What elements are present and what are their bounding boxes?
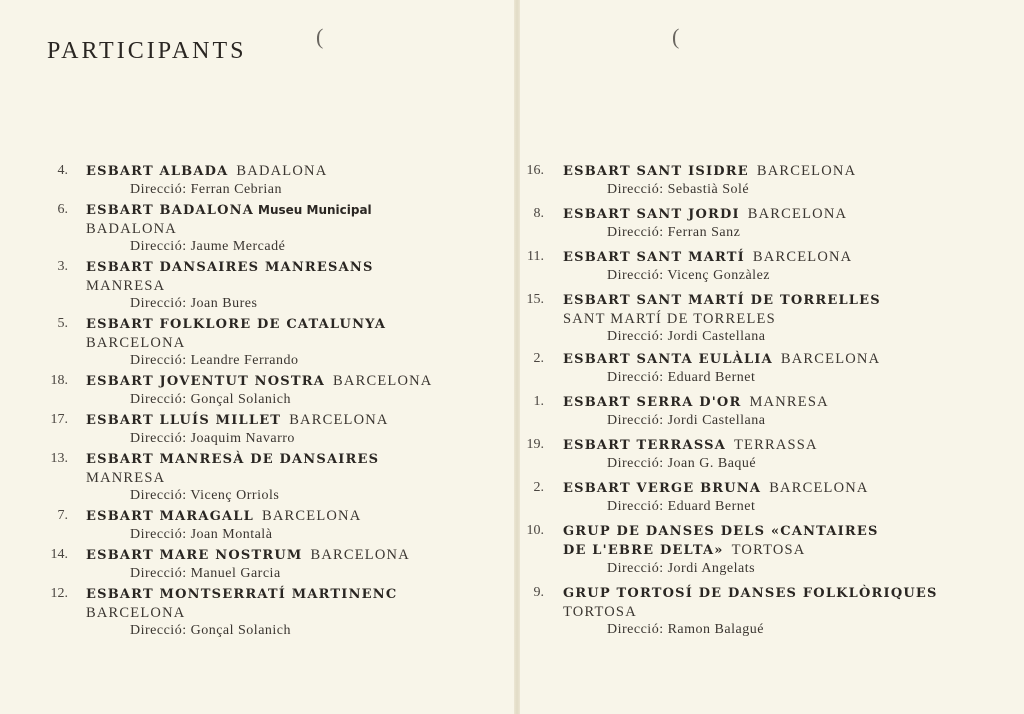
director-name: Joan Bures bbox=[190, 296, 258, 311]
director-label: Direcció bbox=[130, 392, 183, 407]
group-name-line bbox=[86, 258, 510, 277]
group-name-line bbox=[86, 507, 510, 526]
group-name: ESBART FOLKLORE DE CATALUNYA bbox=[86, 317, 387, 332]
group-city: BARCELONA bbox=[747, 206, 848, 222]
group-name: ESBART LLUÍS MILLET bbox=[86, 413, 282, 428]
director-label: Direcció bbox=[130, 296, 183, 311]
entry-body bbox=[86, 411, 510, 448]
entry-body bbox=[86, 507, 510, 544]
group-city: BARCELONA bbox=[333, 373, 433, 389]
group-location: BARCELONA bbox=[86, 605, 186, 621]
director-line: Direcció: Manuel Garcia bbox=[130, 566, 281, 581]
director-line: Direcció: Eduard Bernet bbox=[607, 370, 756, 385]
director-line: Direcció: Ferran Cebrian bbox=[130, 182, 282, 197]
director-name: Ferran Cebrian bbox=[190, 182, 282, 197]
group-location: TORTOSA bbox=[563, 604, 637, 620]
group-city: BARCELONA bbox=[310, 547, 410, 563]
entry-number: 12. bbox=[50, 586, 68, 601]
binder-hole-mark-left: ( bbox=[316, 24, 324, 49]
group-city: MANRESA bbox=[749, 394, 829, 410]
director-line: Direcció: Gonçal Solanich bbox=[130, 392, 292, 407]
entry-number: 1. bbox=[533, 394, 544, 409]
director-name: Jordi Castellana bbox=[667, 413, 766, 428]
participant-entry bbox=[0, 258, 510, 313]
director-label: Direcció bbox=[130, 566, 183, 581]
group-city: BARCELONA bbox=[752, 249, 853, 265]
group-name: ESBART VERGE BRUNA bbox=[563, 481, 762, 496]
director-name: Ferran Sanz bbox=[667, 225, 741, 240]
director-name: Leandre Ferrando bbox=[190, 353, 299, 368]
entry-body bbox=[563, 479, 1024, 516]
participant-entry bbox=[518, 291, 1024, 346]
entry-body bbox=[86, 546, 510, 583]
director-label: Direcció bbox=[607, 456, 660, 471]
entry-number: 2. bbox=[533, 480, 544, 495]
director-line: Direcció: Eduard Bernet bbox=[607, 499, 756, 514]
page-title: PARTICIPANTS bbox=[47, 38, 247, 64]
entry-body bbox=[563, 248, 1024, 285]
group-name-continued: DE L'EBRE DELTA» bbox=[563, 543, 724, 558]
participant-entry bbox=[518, 436, 1024, 473]
director-line: Direcció: Joan Bures bbox=[130, 296, 258, 311]
director-line: Direcció: Vicenç Gonzàlez bbox=[607, 268, 770, 283]
group-name-line bbox=[86, 411, 510, 430]
group-name-line bbox=[563, 584, 1024, 603]
participant-entry bbox=[518, 479, 1024, 516]
participants-list-right bbox=[518, 162, 1024, 639]
participant-entry bbox=[518, 522, 1024, 578]
entry-number: 11. bbox=[527, 249, 544, 264]
group-city: BARCELONA bbox=[289, 412, 389, 428]
director-line: Direcció: Sebastià Solé bbox=[607, 182, 750, 197]
group-name: ESBART SANTA EULÀLIA bbox=[563, 352, 773, 367]
director-name: Eduard Bernet bbox=[667, 499, 756, 514]
participant-entry bbox=[0, 162, 510, 199]
group-city: BARCELONA bbox=[261, 508, 362, 524]
entry-number: 19. bbox=[526, 437, 544, 452]
director-line: Direcció: Ferran Sanz bbox=[607, 225, 741, 240]
group-city: BARCELONA bbox=[769, 480, 869, 496]
director-name: Gonçal Solanich bbox=[190, 623, 292, 638]
group-name: ESBART SANT JORDI bbox=[563, 207, 740, 222]
group-name-line bbox=[86, 315, 510, 334]
group-name: ESBART MARAGALL bbox=[86, 509, 254, 524]
group-location-line bbox=[563, 310, 1024, 328]
group-name: ESBART ALBADA bbox=[86, 164, 229, 179]
entry-number: 10. bbox=[526, 523, 544, 538]
group-location-line bbox=[86, 469, 510, 487]
group-location: BARCELONA bbox=[86, 335, 186, 351]
binder-hole-mark-right: ( bbox=[672, 24, 680, 49]
group-location-line bbox=[86, 334, 510, 352]
group-location-line bbox=[563, 603, 1024, 621]
participant-entry bbox=[518, 205, 1024, 242]
director-line: Direcció: Vicenç Orriols bbox=[130, 488, 280, 503]
entry-number: 8. bbox=[533, 206, 544, 221]
director-label: Direcció bbox=[130, 239, 183, 254]
entry-number: 9. bbox=[533, 585, 544, 600]
entry-body bbox=[563, 522, 1024, 578]
group-name-line bbox=[563, 162, 1024, 181]
entry-body bbox=[563, 393, 1024, 430]
group-location: MANRESA bbox=[86, 278, 166, 294]
group-name-line bbox=[86, 201, 510, 220]
group-city: BADALONA bbox=[236, 163, 328, 179]
director-label: Direcció bbox=[130, 353, 183, 368]
director-line: Direcció: Leandre Ferrando bbox=[130, 353, 299, 368]
group-name-line bbox=[86, 372, 510, 391]
entry-body bbox=[563, 162, 1024, 199]
director-name: Ramon Balagué bbox=[667, 622, 764, 637]
director-name: Jaume Mercadé bbox=[190, 239, 286, 254]
director-line: Direcció: Gonçal Solanich bbox=[130, 623, 292, 638]
group-name-line bbox=[563, 479, 1024, 498]
director-name: Manuel Garcia bbox=[190, 566, 281, 581]
entry-body bbox=[563, 205, 1024, 242]
group-name: GRUP DE DANSES DELS «CANTAIRES bbox=[563, 524, 879, 539]
director-label: Direcció bbox=[607, 329, 660, 344]
director-name: Vicenç Gonzàlez bbox=[667, 268, 770, 283]
group-location-line bbox=[86, 220, 510, 238]
entry-number: 2. bbox=[533, 351, 544, 366]
entry-number: 15. bbox=[526, 292, 544, 307]
director-label: Direcció bbox=[130, 623, 183, 638]
director-label: Direcció bbox=[607, 413, 660, 428]
entry-number: 18. bbox=[50, 373, 68, 388]
group-city: BARCELONA bbox=[780, 351, 881, 367]
participant-entry bbox=[518, 393, 1024, 430]
entry-body bbox=[563, 436, 1024, 473]
director-label: Direcció bbox=[607, 622, 660, 637]
participant-entry bbox=[0, 507, 510, 544]
group-name-line bbox=[86, 546, 510, 565]
entry-body bbox=[563, 350, 1024, 387]
director-name: Joaquim Navarro bbox=[190, 431, 295, 446]
group-name-line bbox=[563, 541, 1024, 560]
group-location-line bbox=[86, 277, 510, 295]
entry-body bbox=[86, 372, 510, 409]
director-line: Direcció: Jordi Castellana bbox=[607, 329, 766, 344]
group-name: ESBART MANRESÀ DE DANSAIRES bbox=[86, 452, 380, 467]
entry-number: 4. bbox=[57, 163, 68, 178]
director-name: Gonçal Solanich bbox=[190, 392, 292, 407]
group-name-line bbox=[86, 162, 510, 181]
entry-body bbox=[563, 584, 1024, 639]
participant-entry bbox=[0, 450, 510, 505]
participant-entry bbox=[0, 201, 510, 256]
participant-entry bbox=[0, 372, 510, 409]
group-name: ESBART TERRASSA bbox=[563, 438, 726, 453]
director-label: Direcció bbox=[130, 527, 183, 542]
director-label: Direcció bbox=[607, 182, 660, 197]
director-label: Direcció bbox=[607, 499, 660, 514]
director-name: Joan Montalà bbox=[190, 527, 273, 542]
entry-body bbox=[86, 258, 510, 313]
director-label: Direcció bbox=[130, 488, 183, 503]
group-name: ESBART SERRA D'OR bbox=[563, 395, 742, 410]
group-name-line bbox=[563, 205, 1024, 224]
group-location: BADALONA bbox=[86, 221, 177, 237]
group-subtitle: Museu Municipal bbox=[258, 203, 372, 217]
director-line: Direcció: Ramon Balagué bbox=[607, 622, 764, 637]
director-label: Direcció bbox=[607, 268, 660, 283]
director-label: Direcció bbox=[130, 182, 183, 197]
group-name-line bbox=[563, 248, 1024, 267]
group-name: ESBART BADALONA bbox=[86, 203, 255, 218]
director-name: Eduard Bernet bbox=[667, 370, 756, 385]
director-name: Sebastià Solé bbox=[667, 182, 750, 197]
group-name: ESBART MARE NOSTRUM bbox=[86, 548, 303, 563]
director-name: Joan G. Baqué bbox=[667, 456, 757, 471]
group-name-line bbox=[563, 522, 1024, 541]
participants-list-left bbox=[0, 162, 510, 640]
director-line: Direcció: Jordi Angelats bbox=[607, 561, 756, 576]
group-name-line bbox=[86, 450, 510, 469]
director-label: Direcció bbox=[607, 370, 660, 385]
director-line: Direcció: Joan G. Baqué bbox=[607, 456, 757, 471]
participant-entry bbox=[518, 248, 1024, 285]
group-location-line bbox=[86, 604, 510, 622]
group-name-line bbox=[563, 393, 1024, 412]
entry-number: 13. bbox=[50, 451, 68, 466]
entry-body bbox=[86, 585, 510, 640]
group-name: ESBART DANSAIRES MANRESANS bbox=[86, 260, 374, 275]
participant-entry bbox=[0, 411, 510, 448]
entry-number: 14. bbox=[50, 547, 68, 562]
entry-number: 6. bbox=[57, 202, 68, 217]
entry-number: 3. bbox=[57, 259, 68, 274]
participant-entry bbox=[518, 350, 1024, 387]
participant-entry bbox=[518, 584, 1024, 639]
group-location: MANRESA bbox=[86, 470, 166, 486]
director-line: Direcció: Jaume Mercadé bbox=[130, 239, 286, 254]
group-location: SANT MARTÍ DE TORRELES bbox=[563, 311, 776, 327]
group-city: TERRASSA bbox=[734, 437, 818, 453]
entry-body bbox=[86, 450, 510, 505]
group-name: ESBART MONTSERRATÍ MARTINENC bbox=[86, 587, 398, 602]
entry-number: 17. bbox=[50, 412, 68, 427]
entry-number: 7. bbox=[57, 508, 68, 523]
director-label: Direcció bbox=[607, 561, 660, 576]
entry-body bbox=[86, 201, 510, 256]
participant-entry bbox=[0, 315, 510, 370]
group-name: ESBART JOVENTUT NOSTRA bbox=[86, 374, 326, 389]
group-name: ESBART SANT MARTÍ bbox=[563, 250, 745, 265]
group-name: ESBART SANT ISIDRE bbox=[563, 164, 749, 179]
entry-number: 5. bbox=[57, 316, 68, 331]
director-name: Jordi Angelats bbox=[667, 561, 756, 576]
group-name-line bbox=[563, 291, 1024, 310]
participant-entry bbox=[0, 585, 510, 640]
director-name: Vicenç Orriols bbox=[190, 488, 280, 503]
entry-number: 16. bbox=[526, 163, 544, 178]
group-city: BARCELONA bbox=[756, 163, 857, 179]
entry-body bbox=[563, 291, 1024, 346]
group-city: TORTOSA bbox=[731, 542, 806, 558]
entry-body bbox=[86, 162, 510, 199]
director-name: Jordi Castellana bbox=[667, 329, 766, 344]
participant-entry bbox=[0, 546, 510, 583]
group-name-line bbox=[563, 436, 1024, 455]
director-label: Direcció bbox=[130, 431, 183, 446]
director-line: Direcció: Joaquim Navarro bbox=[130, 431, 295, 446]
group-name-line bbox=[86, 585, 510, 604]
entry-body bbox=[86, 315, 510, 370]
group-name: GRUP TORTOSÍ DE DANSES FOLKLÒRIQUES bbox=[563, 586, 938, 601]
group-name: ESBART SANT MARTÍ DE TORRELLES bbox=[563, 293, 881, 308]
participant-entry bbox=[518, 162, 1024, 199]
director-line: Direcció: Joan Montalà bbox=[130, 527, 273, 542]
director-line: Direcció: Jordi Castellana bbox=[607, 413, 766, 428]
director-label: Direcció bbox=[607, 225, 660, 240]
group-name-line bbox=[563, 350, 1024, 369]
